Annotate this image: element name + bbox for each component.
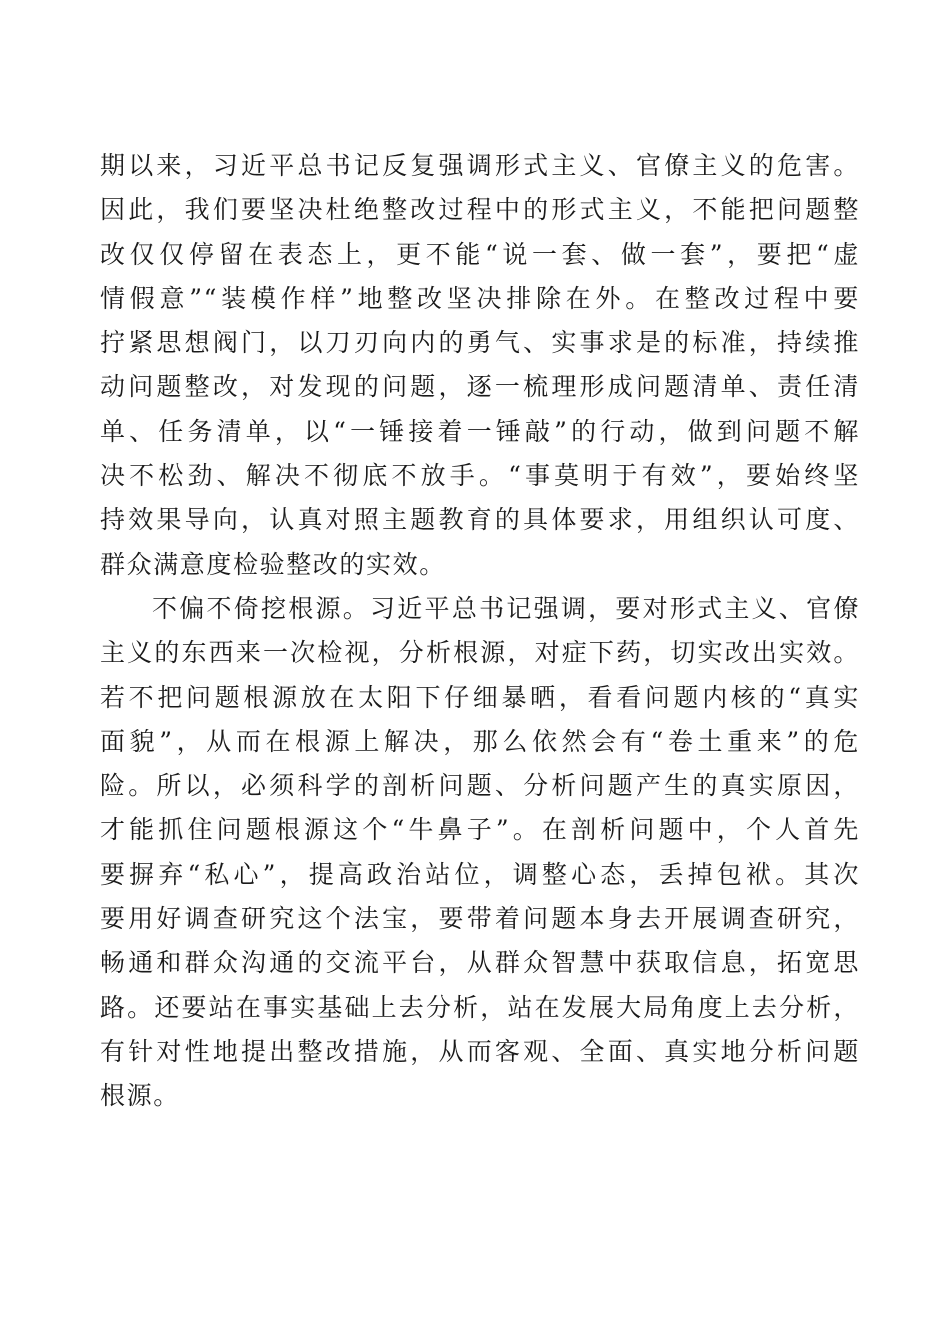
- text-line: 若不把问题根源放在太阳下仔细暴晒，看看问题内核的“真实: [100, 682, 860, 712]
- text-line: 路。还要站在事实基础上去分析，站在发展大局角度上去分析，: [100, 992, 860, 1022]
- text-line: 要摒弃“私心”，提高政治站位，调整心态，丢掉包袱。其次: [100, 859, 860, 889]
- text-line: 畅通和群众沟通的交流平台，从群众智慧中获取信息，拓宽思: [100, 948, 860, 978]
- text-line: 主义的东西来一次检视，分析根源，对症下药，切实改出实效。: [100, 638, 860, 668]
- text-line: 决不松劲、解决不彻底不放手。“事莫明于有效”，要始终坚: [100, 461, 860, 491]
- text-line: 面貌”，从而在根源上解决，那么依然会有“卷土重来”的危: [100, 726, 860, 756]
- text-line: 期以来，习近平总书记反复强调形式主义、官僚主义的危害。: [100, 151, 860, 180]
- paragraph-1: [100, 144, 860, 587]
- text-line: 改仅仅停留在表态上，更不能“说一套、做一套”，要把“虚: [100, 239, 860, 269]
- text-line: 单、任务清单，以“一锤接着一锤敲”的行动，做到问题不解: [100, 416, 860, 446]
- body-text: [100, 144, 860, 1119]
- text-line: 情假意”“装模作样”地整改坚决排除在外。在整改过程中要: [100, 283, 860, 313]
- text-line: 持效果导向，认真对照主题教育的具体要求，用组织认可度、: [100, 505, 860, 535]
- text-line: 群众满意度检验整改的实效。: [100, 549, 446, 579]
- text-line: 根源。: [100, 1081, 180, 1111]
- paragraph-2: [100, 587, 860, 1119]
- text-line: 拧紧思想阀门，以刀刃向内的勇气、实事求是的标准，持续推: [100, 328, 860, 358]
- text-line: 动问题整改，对发现的问题，逐一梳理形成问题清单、责任清: [100, 372, 860, 402]
- text-line: 因此，我们要坚决杜绝整改过程中的形式主义，不能把问题整: [100, 195, 860, 225]
- text-line: 不偏不倚挖根源。习近平总书记强调，要对形式主义、官僚: [152, 593, 860, 623]
- text-line: 险。所以，必须科学的剖析问题、分析问题产生的真实原因，: [100, 771, 860, 801]
- text-line: 要用好调查研究这个法宝，要带着问题本身去开展调查研究，: [100, 904, 860, 934]
- text-line: 才能抓住问题根源这个“牛鼻子”。在剖析问题中，个人首先: [100, 815, 860, 845]
- text-line: 有针对性地提出整改措施，从而客观、全面、真实地分析问题: [100, 1036, 860, 1066]
